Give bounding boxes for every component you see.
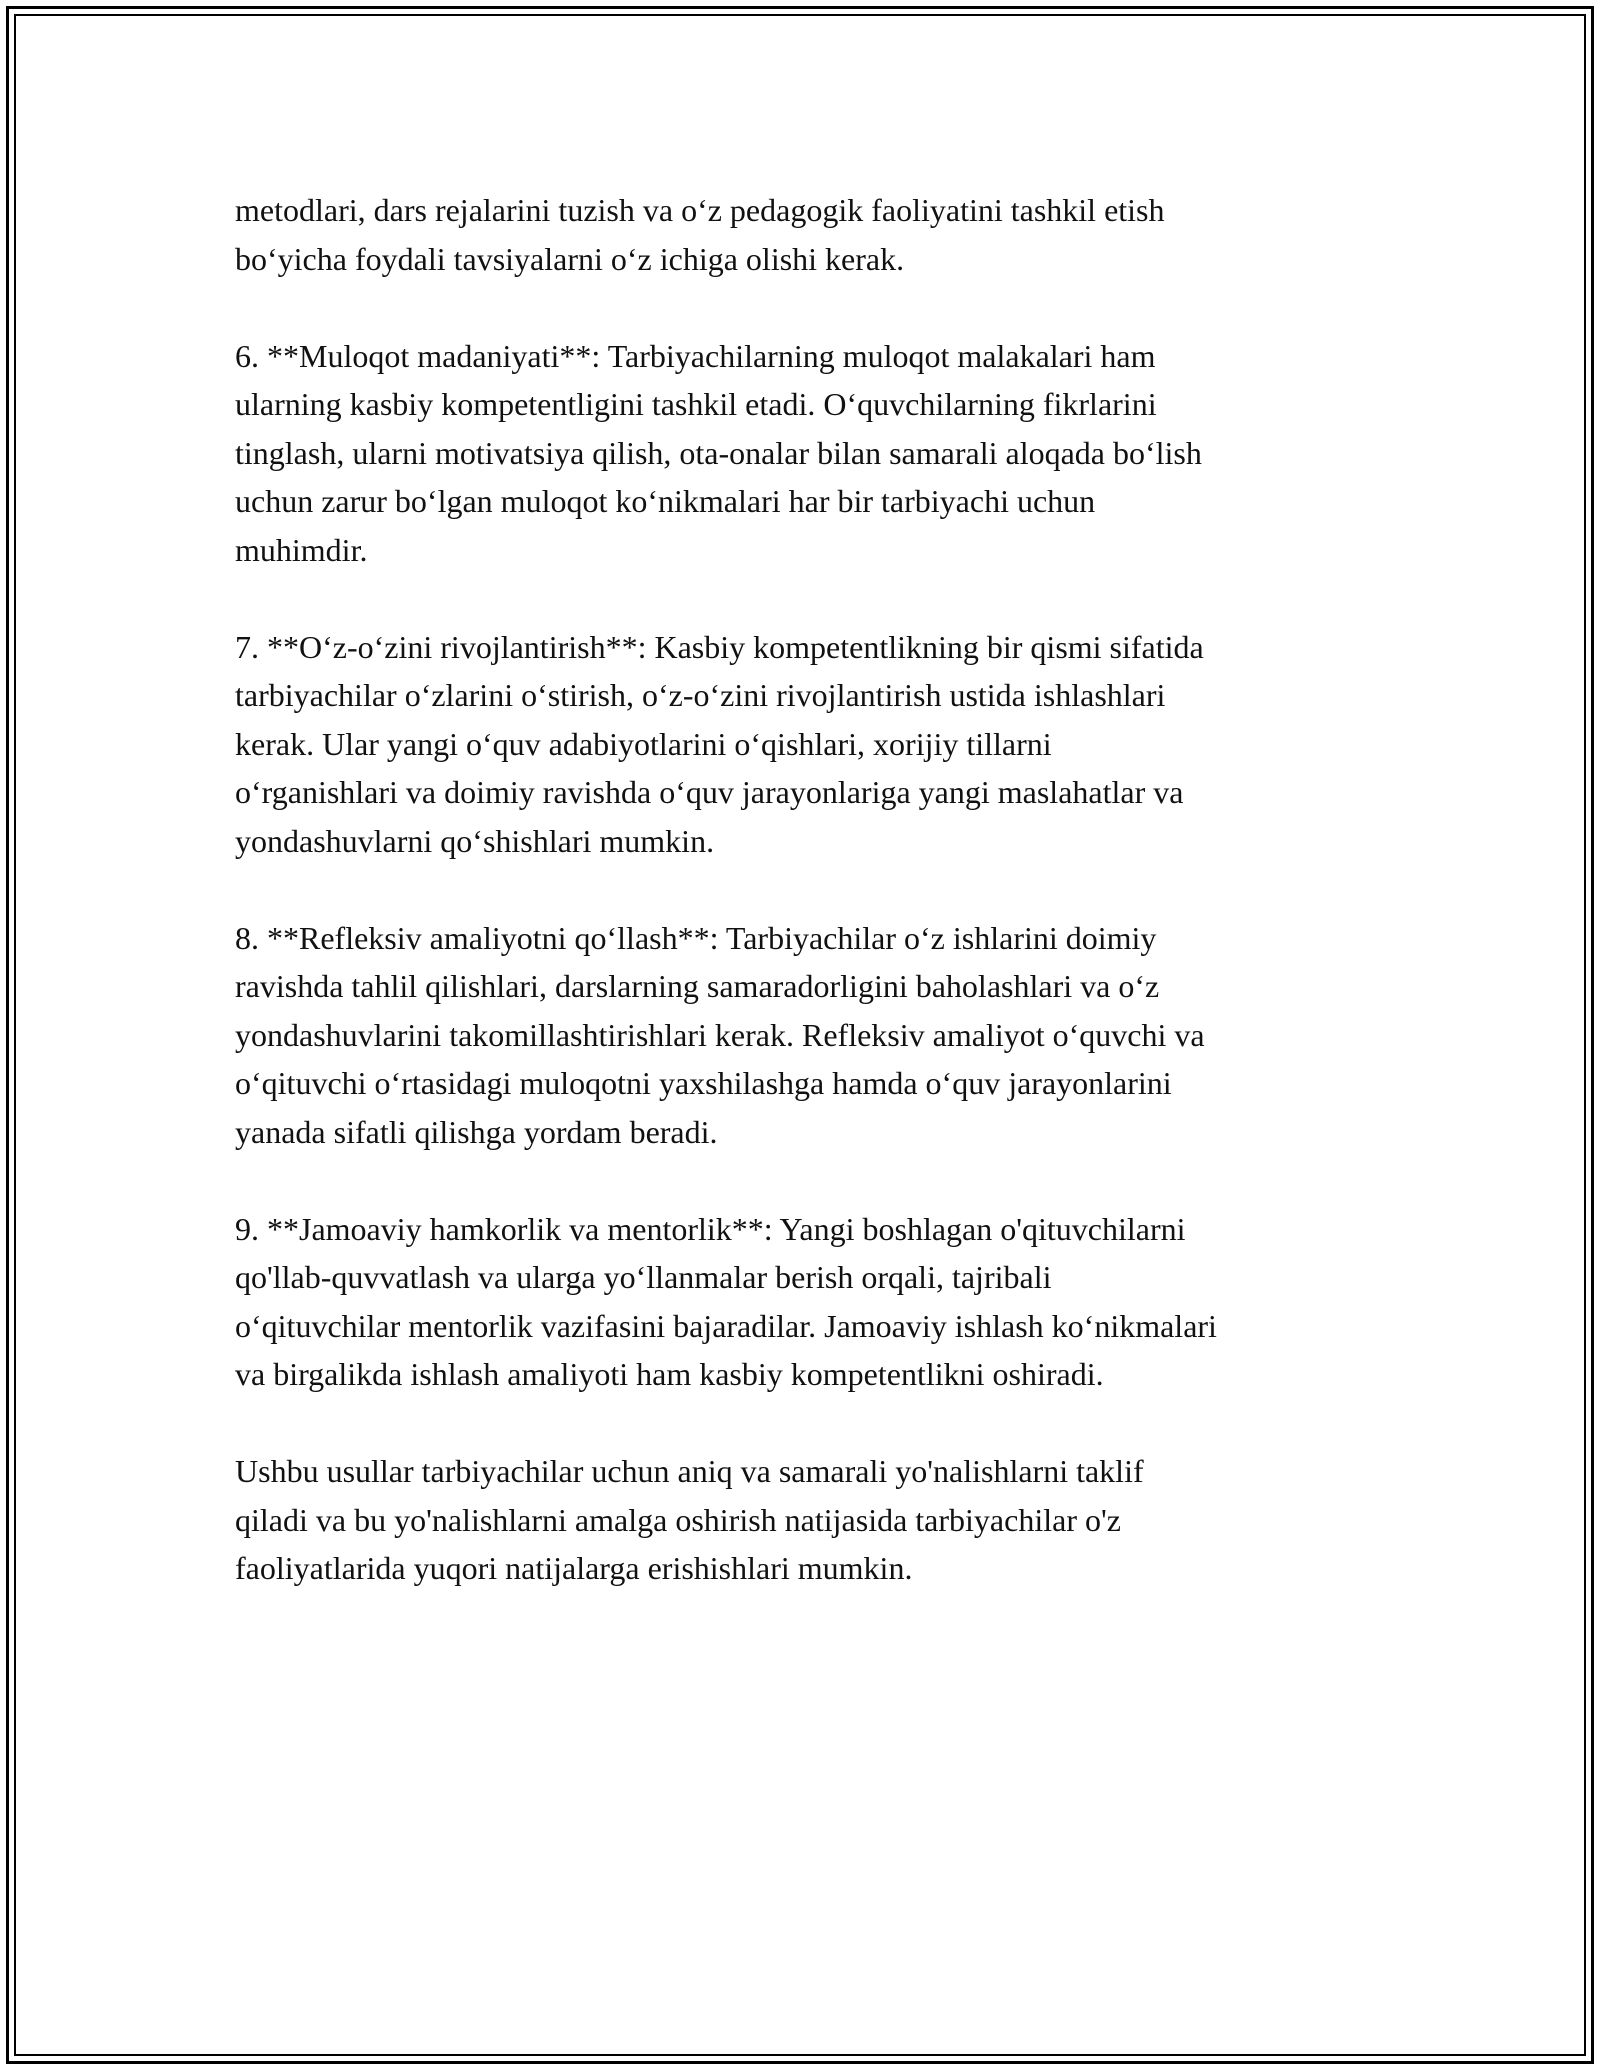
text-line: va birgalikda ishlash amaliyoti ham kasbiy kompetentlikni oshiradi. <box>235 1356 1104 1392</box>
text-line: qo'llab-quvvatlash va ularga yo‘llanmalar berish orqali, tajribali <box>235 1259 1052 1295</box>
text-line: tinglash, ularni motivatsiya qilish, ota-onalar bilan samarali aloqada bo‘lish <box>235 434 1202 471</box>
text-line: yondashuvlarni qo‘shishlari mumkin. <box>235 822 715 859</box>
text-line: 6. **Muloqot madaniyati**: Tarbiyachilarning muloqot malakalari ham <box>235 337 1156 374</box>
text-line: o‘qituvchilar mentorlik vazifasini bajaradilar. Jamoaviy ishlash ko‘nikmalari <box>235 1307 1217 1344</box>
document-body <box>235 186 1365 1641</box>
text-line: faoliyatlarida yuqori natijalarga erishishlari mumkin. <box>235 1550 913 1586</box>
text-line: yondashuvlarini takomillashtirishlari kerak. Refleksiv amaliyot o‘quvchi va <box>235 1016 1205 1053</box>
text-line: o‘qituvchi o‘rtasidagi muloqotni yaxshilashga hamda o‘quv jarayonlarini <box>235 1065 1172 1101</box>
text-line: yanada sifatli qilishga yordam beradi. <box>235 1113 718 1150</box>
text-line: tarbiyachilar o‘zlarini o‘stirish, o‘z-o‘zini rivojlantirish ustida ishlashlari <box>235 677 1166 713</box>
text-line: o‘rganishlari va doimiy ravishda o‘quv jarayonlariga yangi maslahatlar va <box>235 774 1184 810</box>
text-line: Ushbu usullar tarbiyachilar uchun aniq va samarali yo'nalishlarni taklif <box>235 1453 1144 1489</box>
text-line: bo‘yicha foydali tavsiyalarni o‘z ichiga olishi kerak. <box>235 240 905 277</box>
paragraph-conclusion <box>235 1447 1365 1593</box>
paragraph-item-9 <box>235 1205 1365 1399</box>
text-line: 9. **Jamoaviy hamkorlik va mentorlik**: Yangi boshlagan o'qituvchilarni <box>235 1210 1186 1247</box>
text-line: metodlari, dars rejalarini tuzish va o‘z pedagogik faoliyatini tashkil etish <box>235 192 1165 228</box>
paragraph-item-6 <box>235 332 1365 575</box>
text-line: ravishda tahlil qilishlari, darslarning samaradorligini baholashlari va o‘z <box>235 968 1160 1004</box>
text-line: uchun zarur bo‘lgan muloqot ko‘nikmalari har bir tarbiyachi uchun <box>235 483 1096 519</box>
paragraph-item-7 <box>235 623 1365 866</box>
paragraph-item-8 <box>235 914 1365 1157</box>
text-line: ularning kasbiy kompetentligini tashkil etadi. O‘quvchilarning fikrlarini <box>235 386 1157 422</box>
text-line: 8. **Refleksiv amaliyotni qo‘llash**: Tarbiyachilar o‘z ishlarini doimiy <box>235 919 1157 956</box>
text-line: 7. **O‘z-o‘zini rivojlantirish**: Kasbiy kompetentlikning bir qismi sifatida <box>235 628 1204 665</box>
text-line: kerak. Ular yangi o‘quv adabiyotlarini o‘qishlari, xorijiy tillarni <box>235 725 1052 762</box>
text-line: qiladi va bu yo'nalishlarni amalga oshirish natijasida tarbiyachilar o'z <box>235 1501 1121 1538</box>
text-line: muhimdir. <box>235 531 368 568</box>
paragraph-continuation <box>235 186 1365 283</box>
